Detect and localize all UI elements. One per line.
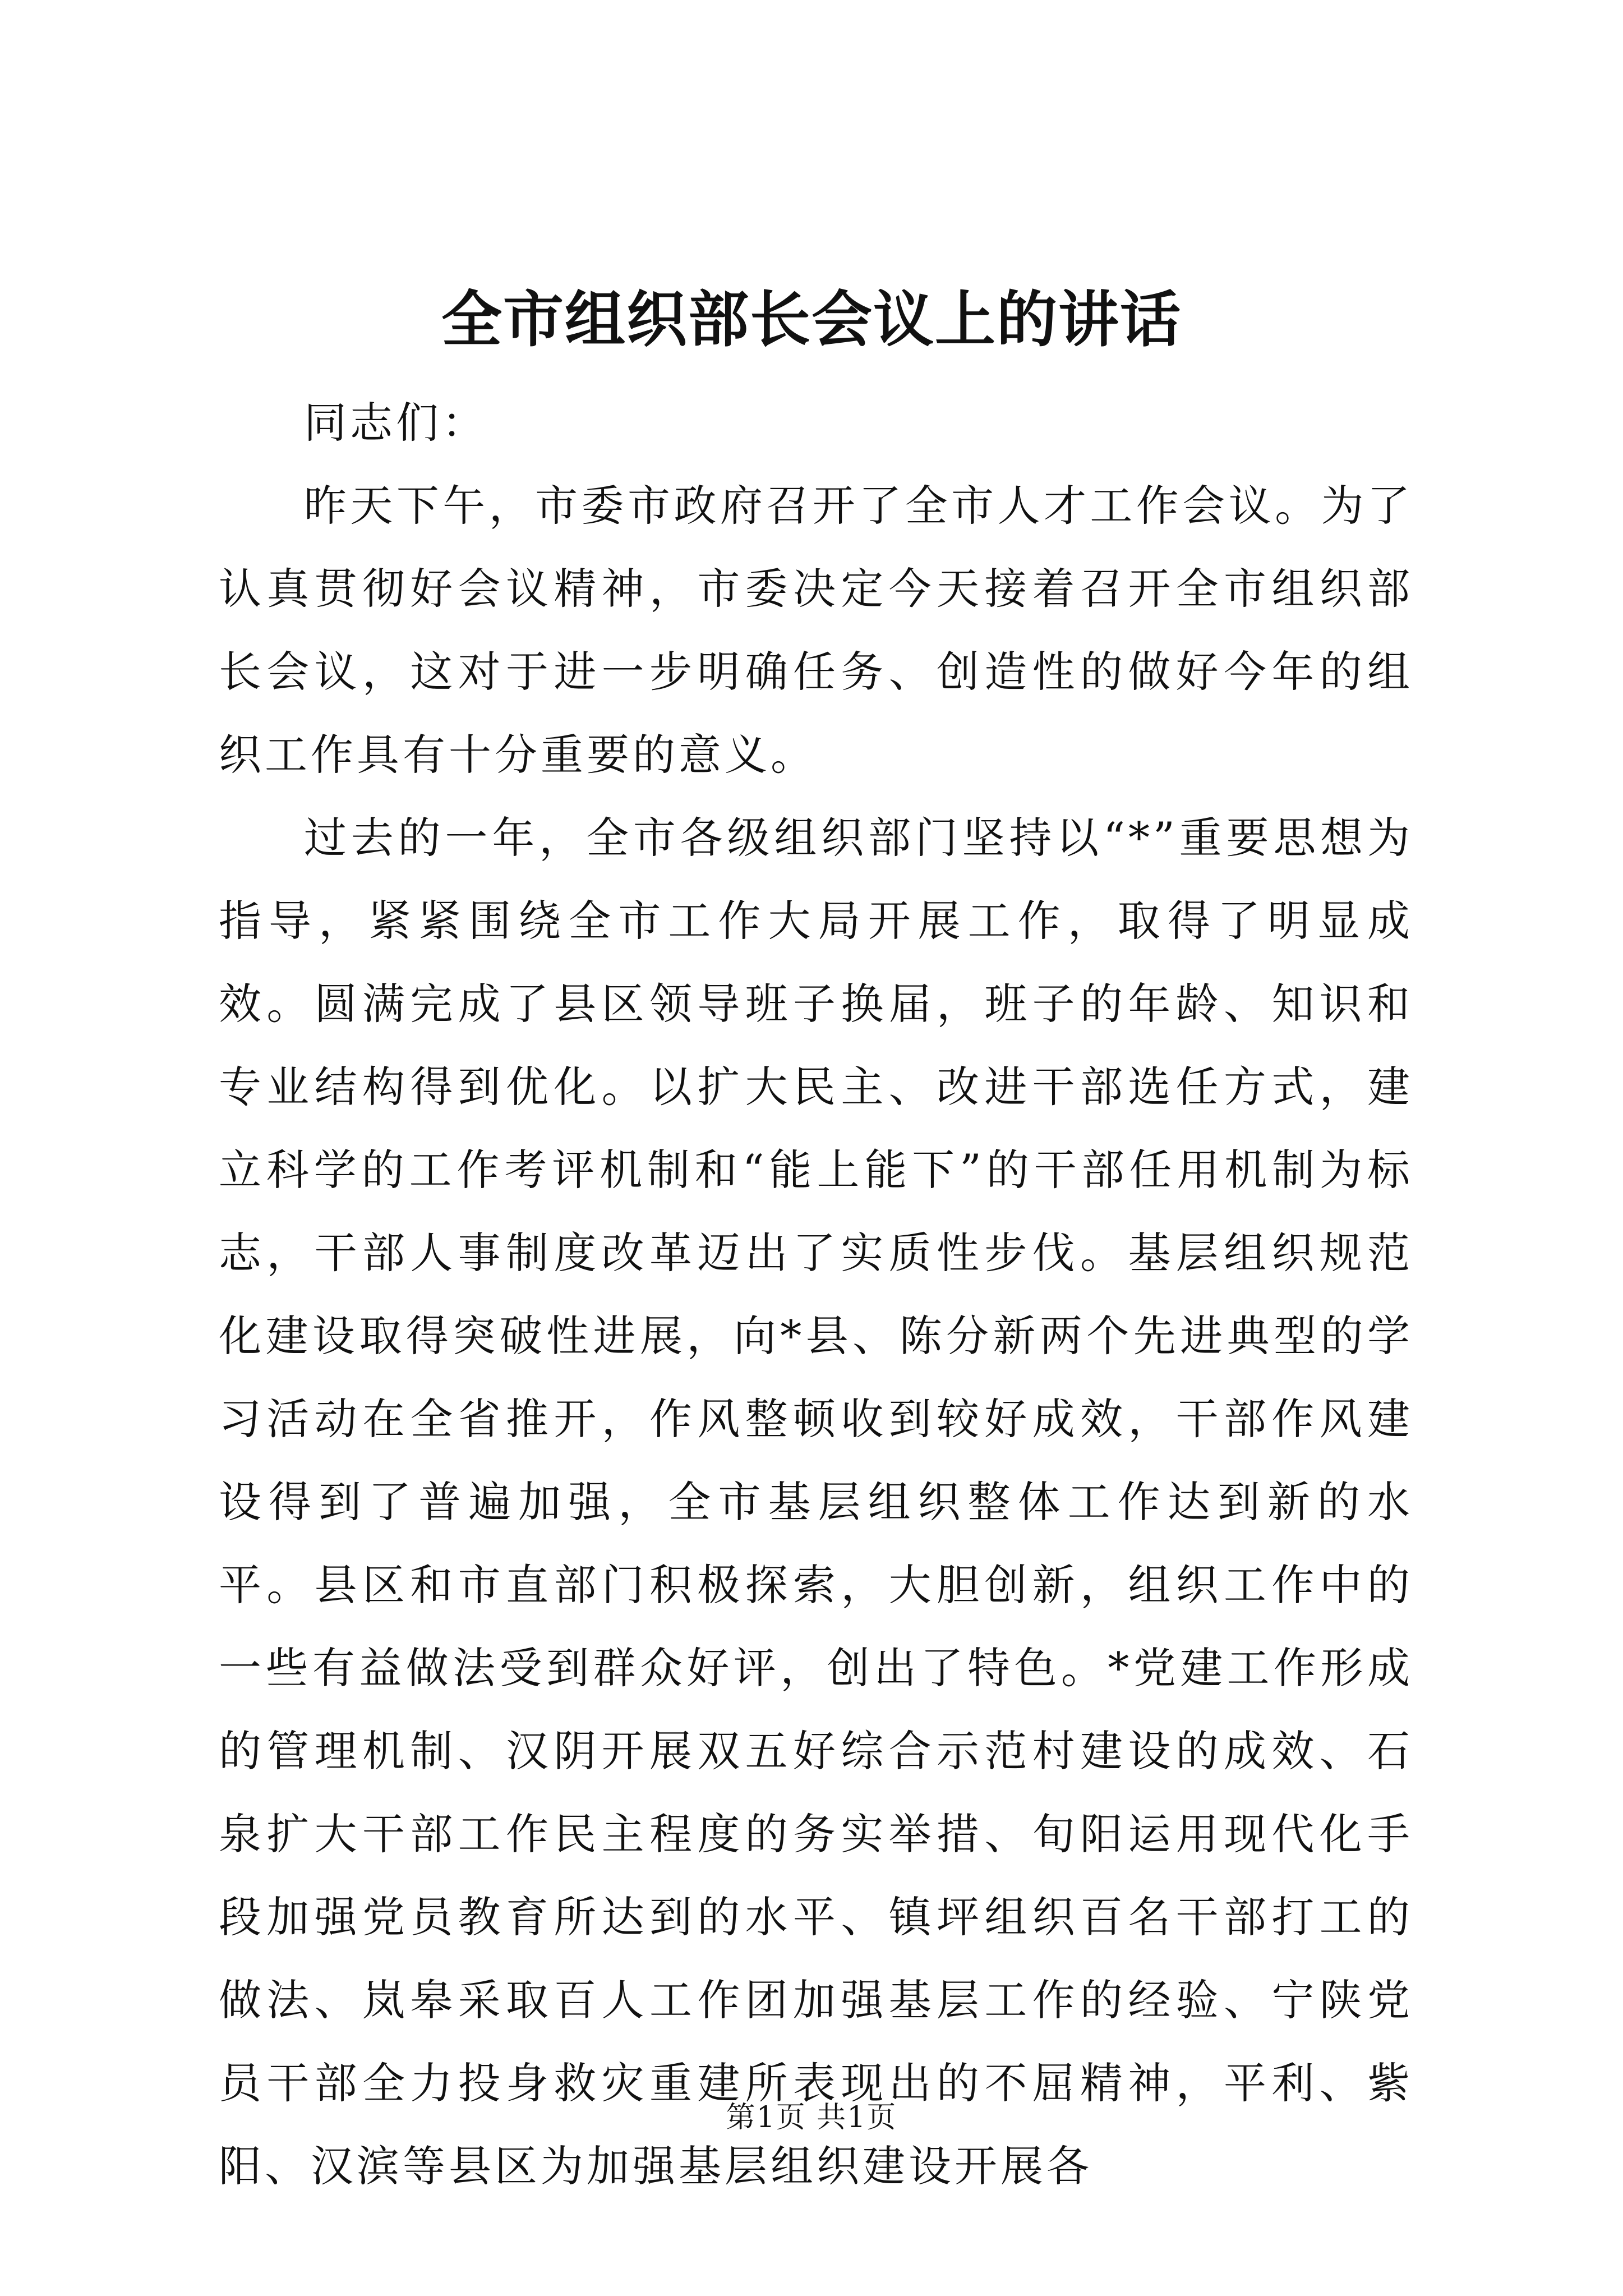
document-body (219, 381, 1413, 2208)
document-title: 全市组织部长会议上的讲话 (441, 284, 1182, 355)
paragraph-2: 过去的一年，全市各级组织部门坚持以“*”重要思想为指导，紧紧围绕全市工作大局开展工作，取得了明显成效。圆满完成了县区领导班子换届，班子的年龄、知识和专业结构得到优化。以扩大民主、改进干部选任方式，建立科学的工作考评机制和“能上能下”的干部任用机制为标志，干部人事制度改革迈出了实质性步伐。基层组织规范化建设取得突破性进展，向*县、陈分新两个先进典型的学习活动在全省推开，作风整顿收到较好成效，干部作风建设得到了普遍加强，全市基层组织整体工作达到新的水平。县区和市直部门积极探索，大胆创新，组织工作中的一些有益做法受到群众好评，创出了特色。*党建工作形成的管理机制、汉阴开展双五好综合示范村建设的成效、石泉扩大干部工作民主程度的务实举措、旬阳运用现代化手段加强党员教育所达到的水平、镇坪组织百名干部打工的做法、岚皋采取百人工作团加强基层工作的经验、宁陕党员干部全力投身救灾重建所表现出的不屈精神，平利、紫阳、汉滨等县区为加强基层组织建设开展各 (219, 813, 1413, 2191)
page-footer: 第1页 共1页 (726, 2101, 897, 2134)
paragraph-1: 昨天下午，市委市政府召开了全市人才工作会议。为了认真贯彻好会议精神，市委决定今天接着召开全市组织部长会议，这对于进一步明确任务、创造性的做好今年的组织工作具有十分重要的意义。 (219, 481, 1413, 780)
salutation: 同志们： (304, 398, 488, 448)
